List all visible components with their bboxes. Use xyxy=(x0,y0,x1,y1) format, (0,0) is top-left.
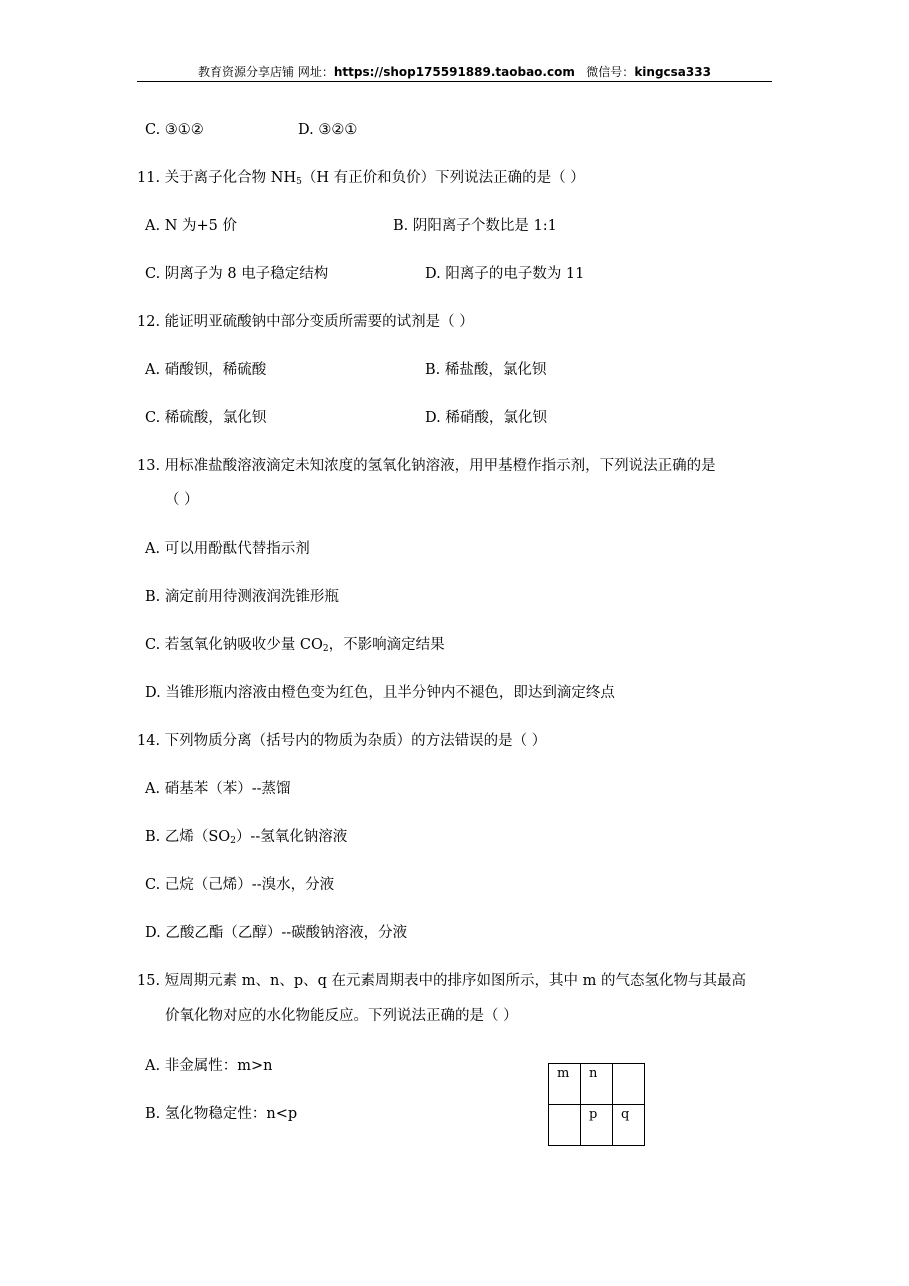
header-url[interactable]: https://shop175591889.taobao.com xyxy=(333,65,575,79)
q12-option-a: A. 硝酸钡，稀硫酸 xyxy=(145,362,267,378)
q10-option-c: C. ③①② xyxy=(145,122,204,138)
q11-stem-pre: 11. 关于离子化合物 NH xyxy=(137,170,297,186)
table-cell xyxy=(613,1064,645,1105)
table-cell: m xyxy=(549,1064,581,1105)
q13-option-c xyxy=(145,635,445,655)
q11-option-b: B. 阴阳离子个数比是 1:1 xyxy=(393,218,557,234)
page-header xyxy=(137,64,772,80)
q13-option-c-sub: 2 xyxy=(322,644,329,654)
table-cell: n xyxy=(581,1064,613,1105)
q14-stem: 14. 下列物质分离（括号内的物质为杂质）的方法错误的是（ ） xyxy=(137,733,547,749)
q13-stem-line2: （ ） xyxy=(165,492,199,508)
q12-stem: 12. 能证明亚硫酸钠中部分变质所需要的试剂是（ ） xyxy=(137,314,474,330)
q13-option-b: B. 滴定前用待测液润洗锥形瓶 xyxy=(145,589,339,605)
q14-option-c: C. 己烷（己烯）--溴水，分液 xyxy=(145,877,335,893)
table-cell: q xyxy=(613,1105,645,1146)
q11-stem-sub: 5 xyxy=(296,177,302,187)
q12-option-b: B. 稀盐酸，氯化钡 xyxy=(425,362,547,378)
q12-option-c: C. 稀硫酸，氯化钡 xyxy=(145,410,267,426)
q11-stem-post: （H 有正价和负价）下列说法正确的是（ ） xyxy=(301,170,585,186)
q10-option-d: D. ③②① xyxy=(298,122,358,138)
q13-stem-line1: 13. 用标准盐酸溶液滴定未知浓度的氢氧化钠溶液，用甲基橙作指示剂，下列说法正确的是 xyxy=(137,458,716,474)
header-prefix: 教育资源分享店铺 网址： xyxy=(198,65,334,79)
q15-option-a: A. 非金属性：m>n xyxy=(145,1058,273,1074)
table-cell xyxy=(549,1105,581,1146)
q15-stem-line1: 15. 短周期元素 m、n、p、q 在元素周期表中的排序如图所示，其中 m 的气态氢化物与其最高 xyxy=(137,973,747,989)
q13-option-a: A. 可以用酚酞代替指示剂 xyxy=(145,541,310,557)
q11-stem xyxy=(137,168,585,188)
q11-option-d: D. 阳离子的电子数为 11 xyxy=(425,266,585,282)
header-wechat-id: kingcsa333 xyxy=(634,65,711,79)
table-row xyxy=(549,1064,645,1105)
q14-option-b-sub: 2 xyxy=(230,836,236,846)
header-divider xyxy=(137,81,772,82)
q15-option-b: B. 氢化物稳定性：n<p xyxy=(145,1106,298,1122)
table-cell: p xyxy=(581,1105,613,1146)
q14-option-b-pre: B. 乙烯（SO xyxy=(145,829,231,845)
q13-option-c-post: ，不影响滴定结果 xyxy=(328,637,445,653)
q13-option-d: D. 当锥形瓶内溶液由橙色变为红色，且半分钟内不褪色，即达到滴定终点 xyxy=(145,685,615,701)
q14-option-b xyxy=(145,827,347,847)
periodic-table-fragment xyxy=(548,1063,645,1146)
q14-option-d: D. 乙酸乙酯（乙醇）--碳酸钠溶液，分液 xyxy=(145,925,408,941)
q13-option-c-pre: C. 若氢氧化钠吸收少量 CO xyxy=(145,637,323,653)
header-wechat-label: 微信号： xyxy=(586,65,635,79)
q11-option-c: C. 阴离子为 8 电子稳定结构 xyxy=(145,266,329,282)
q11-option-a: A. N 为+5 价 xyxy=(145,218,237,234)
q15-stem-line2: 价氧化物对应的水化物能反应。下列说法正确的是（ ） xyxy=(165,1008,518,1024)
q14-option-a: A. 硝基苯（苯）--蒸馏 xyxy=(145,781,291,797)
q14-option-b-post: ）--氢氧化钠溶液 xyxy=(235,829,348,845)
q12-option-d: D. 稀硝酸，氯化钡 xyxy=(425,410,547,426)
table-row xyxy=(549,1105,645,1146)
